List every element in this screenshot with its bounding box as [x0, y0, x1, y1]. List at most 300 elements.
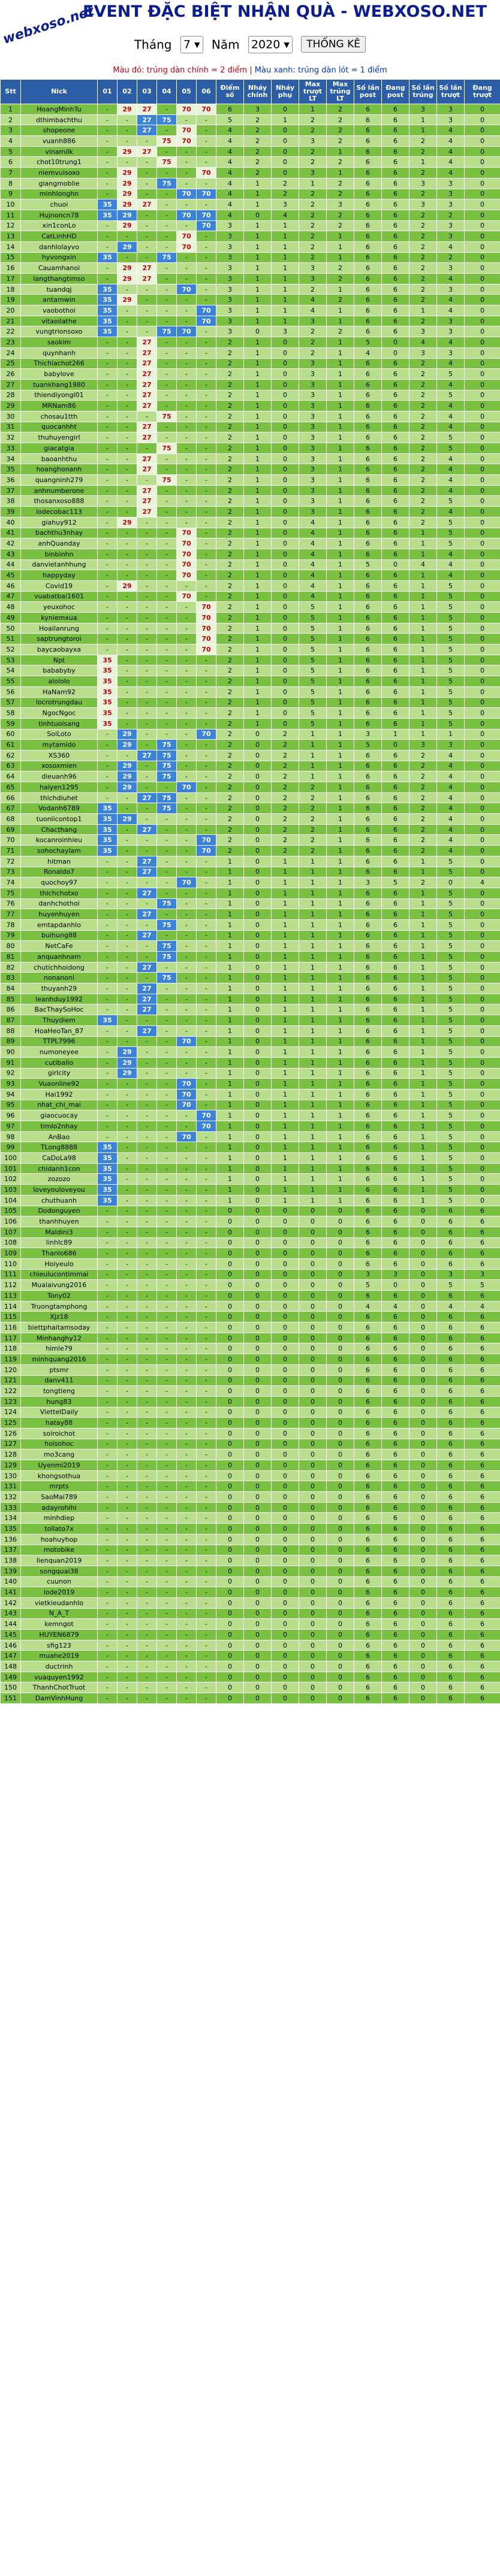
- stats-button[interactable]: THỐNG KÊ: [301, 36, 366, 53]
- stat-cell: 0: [244, 962, 272, 973]
- nick-cell[interactable]: minhlonghn: [21, 189, 98, 199]
- pick-cell: -: [177, 613, 197, 623]
- stat-cell: 2: [409, 485, 437, 496]
- nick-cell[interactable]: saokim: [21, 337, 98, 348]
- stat-cell: 3: [409, 104, 437, 115]
- nick-cell[interactable]: kemngot: [21, 1619, 98, 1630]
- nick-cell[interactable]: HaNam92: [21, 686, 98, 697]
- stat-cell: 6: [465, 1651, 500, 1661]
- stat-cell: 4: [216, 157, 244, 168]
- nick-cell[interactable]: ductrinh: [21, 1661, 98, 1672]
- nick-cell[interactable]: kyniemxua: [21, 613, 98, 623]
- table-row: [1, 305, 500, 316]
- stat-cell: 3: [437, 1269, 465, 1280]
- nick-cell[interactable]: lode2019: [21, 1587, 98, 1598]
- stat-cell: 93: [1, 1079, 21, 1089]
- stat-cell: 5: [1, 146, 21, 157]
- nick-cell[interactable]: antamwin: [21, 295, 98, 305]
- nick-cell[interactable]: yeuxohoc: [21, 602, 98, 613]
- nick-cell[interactable]: mrpts: [21, 1481, 98, 1492]
- stat-cell: 0: [465, 602, 500, 613]
- stat-cell: 2: [409, 761, 437, 771]
- stat-cell: 0: [409, 1492, 437, 1503]
- nick-cell[interactable]: huyenhuyen: [21, 909, 98, 920]
- nick-cell[interactable]: anhnumberone: [21, 485, 98, 496]
- stat-cell: 6: [382, 1597, 409, 1608]
- nick-cell[interactable]: alololo: [21, 676, 98, 687]
- nick-cell[interactable]: linhlc89: [21, 1237, 98, 1248]
- stat-cell: 0: [272, 1269, 299, 1280]
- nick-cell[interactable]: sohochaylam: [21, 846, 98, 856]
- nick-cell[interactable]: hitman: [21, 856, 98, 867]
- stat-cell: 6: [382, 475, 409, 486]
- nick-cell[interactable]: tongtieng: [21, 1386, 98, 1397]
- pick-cell: -: [197, 856, 216, 867]
- nick-cell[interactable]: minhdiep: [21, 1513, 98, 1524]
- nick-cell[interactable]: Dodonguyen: [21, 1206, 98, 1216]
- stat-cell: 6: [382, 1248, 409, 1259]
- stat-cell: 0: [272, 708, 299, 719]
- stat-cell: 0: [327, 1364, 354, 1375]
- nick-cell[interactable]: danv411: [21, 1375, 98, 1386]
- stat-cell: 0: [327, 1449, 354, 1460]
- stat-cell: 0: [244, 867, 272, 877]
- stat-cell: 0: [216, 1216, 244, 1227]
- nick-cell[interactable]: Covid19: [21, 580, 98, 591]
- nick-cell[interactable]: BacThaySoHoc: [21, 1004, 98, 1015]
- nick-cell[interactable]: vinamilk: [21, 146, 98, 157]
- nick-cell[interactable]: baoanhthu: [21, 453, 98, 464]
- stat-cell: 2: [327, 136, 354, 147]
- nick-cell[interactable]: hung83: [21, 1396, 98, 1407]
- nick-cell[interactable]: vungtrionsoxo: [21, 326, 98, 337]
- stat-cell: 113: [1, 1291, 21, 1301]
- nick-cell[interactable]: Minhanghy12: [21, 1333, 98, 1343]
- nick-cell[interactable]: tollato7x: [21, 1524, 98, 1534]
- pick-cell: 35: [98, 305, 118, 316]
- nick-cell[interactable]: thichchotxo: [21, 888, 98, 898]
- stat-cell: 1: [409, 952, 437, 962]
- pick-cell: -: [137, 1110, 157, 1121]
- nick-cell[interactable]: hatay88: [21, 1418, 98, 1428]
- pick-cell: -: [98, 1449, 118, 1460]
- stat-cell: 0: [465, 1079, 500, 1089]
- nick-cell[interactable]: dieuanh96: [21, 771, 98, 782]
- pick-cell: -: [98, 443, 118, 454]
- stat-cell: 0: [465, 729, 500, 740]
- nick-cell[interactable]: girlcity: [21, 1068, 98, 1079]
- nick-cell[interactable]: HoangMinhTu: [21, 104, 98, 115]
- pick-cell: -: [157, 1651, 177, 1661]
- nick-cell[interactable]: zozozo: [21, 1174, 98, 1185]
- nick-cell[interactable]: Thanlo686: [21, 1248, 98, 1259]
- stat-cell: 0: [465, 962, 500, 973]
- nick-cell[interactable]: Xjz18: [21, 1312, 98, 1322]
- stat-cell: 2: [299, 210, 327, 220]
- nick-cell[interactable]: vietkieudanhlo: [21, 1597, 98, 1608]
- stat-cell: 0: [465, 347, 500, 358]
- stat-cell: 145: [1, 1630, 21, 1640]
- table-row: [1, 1470, 500, 1481]
- nick-cell[interactable]: biettphaitamsoday: [21, 1322, 98, 1333]
- nick-cell[interactable]: giangmoblie: [21, 178, 98, 189]
- nick-cell[interactable]: happyday: [21, 570, 98, 581]
- nick-cell[interactable]: HoaHeoTan_87: [21, 1025, 98, 1036]
- table-row: [1, 1153, 500, 1164]
- stat-cell: 102: [1, 1174, 21, 1185]
- stat-cell: 0: [244, 973, 272, 983]
- stat-cell: 2: [299, 252, 327, 263]
- nick-cell[interactable]: mo3cang: [21, 1449, 98, 1460]
- nick-cell[interactable]: XS360: [21, 750, 98, 761]
- stat-cell: 0: [272, 369, 299, 380]
- stat-cell: 0: [299, 1258, 327, 1269]
- stat-cell: 0: [465, 824, 500, 835]
- nick-cell[interactable]: tuandqj: [21, 284, 98, 295]
- stat-cell: 0: [327, 1555, 354, 1566]
- stat-cell: 1: [409, 909, 437, 920]
- nick-cell[interactable]: hyvongxin: [21, 252, 98, 263]
- stat-cell: 6: [354, 1640, 382, 1651]
- stat-cell: 43: [1, 549, 21, 559]
- table-row: [1, 718, 500, 729]
- nick-cell[interactable]: HUYEN6879: [21, 1630, 98, 1640]
- table-row: [1, 475, 500, 486]
- pick-cell: 35: [98, 824, 118, 835]
- nick-cell[interactable]: mytamido: [21, 740, 98, 750]
- nick-cell[interactable]: timlo2nhay: [21, 1121, 98, 1132]
- stat-cell: 131: [1, 1481, 21, 1492]
- stat-cell: 2: [216, 803, 244, 814]
- nick-cell[interactable]: Truongtamphong: [21, 1301, 98, 1312]
- nick-cell[interactable]: chosau1tth: [21, 411, 98, 422]
- nick-cell[interactable]: tuankhang1980: [21, 379, 98, 390]
- nick-cell[interactable]: Tony02: [21, 1291, 98, 1301]
- nick-cell[interactable]: Thuydiem: [21, 1015, 98, 1026]
- table-row: [1, 1036, 500, 1047]
- nick-cell[interactable]: quangninh279: [21, 475, 98, 486]
- pick-cell: -: [118, 401, 137, 411]
- stat-cell: 5: [437, 697, 465, 708]
- stat-cell: 0: [465, 464, 500, 475]
- nick-cell[interactable]: thuhuyengirl: [21, 432, 98, 443]
- pick-cell: -: [177, 750, 197, 761]
- stat-cell: 1: [272, 856, 299, 867]
- stat-cell: 2: [299, 782, 327, 793]
- nick-cell[interactable]: minhquang2016: [21, 1354, 98, 1365]
- nick-cell[interactable]: thosanxoso888: [21, 496, 98, 507]
- pick-cell: -: [197, 1333, 216, 1343]
- nick-cell[interactable]: quocanhht: [21, 422, 98, 432]
- table-row: [1, 1386, 500, 1397]
- nick-cell[interactable]: vuaquyen1992: [21, 1672, 98, 1682]
- stat-cell: 6: [354, 856, 382, 867]
- nick-cell[interactable]: ViettelDaily: [21, 1407, 98, 1418]
- pick-cell: -: [197, 1566, 216, 1576]
- nick-cell[interactable]: thuyanh29: [21, 983, 98, 994]
- nick-cell[interactable]: babylove: [21, 369, 98, 380]
- stat-cell: 1: [327, 411, 354, 422]
- stat-cell: 6: [382, 284, 409, 295]
- nick-cell[interactable]: ptsmr: [21, 1364, 98, 1375]
- nick-cell[interactable]: Mualaivung2016: [21, 1280, 98, 1291]
- nick-cell[interactable]: binbinhn: [21, 549, 98, 559]
- nick-cell[interactable]: locrotrungdau: [21, 697, 98, 708]
- table-row: [1, 1460, 500, 1471]
- nick-cell[interactable]: hoisohoc: [21, 1439, 98, 1449]
- nick-cell[interactable]: niemvuisoxo: [21, 168, 98, 178]
- nick-cell[interactable]: leanhduy1992: [21, 994, 98, 1004]
- stat-cell: 0: [327, 1280, 354, 1291]
- nick-cell[interactable]: danhchothoi: [21, 898, 98, 909]
- stat-cell: 6: [465, 1597, 500, 1608]
- nick-cell[interactable]: sfig123: [21, 1640, 98, 1651]
- stat-cell: 0: [244, 1608, 272, 1619]
- pick-cell: -: [118, 877, 137, 888]
- nick-cell[interactable]: Hujnoncn78: [21, 210, 98, 220]
- nick-cell[interactable]: Vodanh6789: [21, 803, 98, 814]
- nick-cell[interactable]: chot10trung1: [21, 157, 98, 168]
- stat-cell: 2: [272, 846, 299, 856]
- nick-cell[interactable]: himle79: [21, 1343, 98, 1354]
- stat-cell: 6: [382, 104, 409, 115]
- stat-cell: 141: [1, 1587, 21, 1598]
- nick-cell[interactable]: kocanroinhieu: [21, 835, 98, 846]
- stat-cell: 6: [354, 750, 382, 761]
- pick-cell: -: [137, 316, 157, 326]
- stat-cell: 6: [382, 1004, 409, 1015]
- stat-cell: 0: [465, 125, 500, 136]
- stat-cell: 1: [272, 941, 299, 952]
- nick-cell[interactable]: Vuaonline92: [21, 1079, 98, 1089]
- nick-cell[interactable]: vuanh886: [21, 136, 98, 147]
- stat-cell: 6: [382, 1025, 409, 1036]
- year-select[interactable]: 2020 ▾: [248, 36, 293, 53]
- nick-cell[interactable]: saptrungtoroi: [21, 634, 98, 644]
- nick-cell[interactable]: lienquan2019: [21, 1555, 98, 1566]
- nick-cell[interactable]: nonanoni: [21, 973, 98, 983]
- stat-cell: 35: [1, 464, 21, 475]
- nick-cell[interactable]: Hoailanrung: [21, 623, 98, 634]
- nick-cell[interactable]: quynhanh: [21, 347, 98, 358]
- table-row: [1, 1492, 500, 1503]
- nick-cell[interactable]: chieulucontimmai: [21, 1269, 98, 1280]
- nick-cell[interactable]: DamVinhHung: [21, 1693, 98, 1704]
- pick-cell: -: [177, 1291, 197, 1301]
- nick-cell[interactable]: vaobothoi: [21, 305, 98, 316]
- stat-cell: 0: [244, 750, 272, 761]
- nick-cell[interactable]: haiyen1295: [21, 782, 98, 793]
- nick-cell[interactable]: CatLinhHD: [21, 231, 98, 242]
- pick-cell: -: [98, 517, 118, 528]
- stat-cell: 5: [437, 973, 465, 983]
- nick-cell[interactable]: Chacthang: [21, 824, 98, 835]
- nick-cell[interactable]: chuoi: [21, 199, 98, 210]
- nick-cell[interactable]: danhlolayvo: [21, 241, 98, 252]
- pick-cell: -: [157, 1015, 177, 1026]
- pick-cell: -: [157, 453, 177, 464]
- pick-cell: -: [137, 1460, 157, 1471]
- stat-cell: 5: [437, 432, 465, 443]
- stat-cell: 0: [299, 1428, 327, 1439]
- nick-cell[interactable]: Hoiyeulo: [21, 1258, 98, 1269]
- nick-cell[interactable]: ThanhChotTruot: [21, 1682, 98, 1693]
- stat-cell: 0: [244, 1693, 272, 1704]
- table-row: [1, 517, 500, 528]
- nick-cell[interactable]: adayrohihi: [21, 1502, 98, 1513]
- nick-cell[interactable]: thanhhuyen: [21, 1216, 98, 1227]
- pick-cell: -: [118, 231, 137, 242]
- stat-cell: 1: [327, 846, 354, 856]
- stat-cell: 0: [244, 1396, 272, 1407]
- nick-cell[interactable]: MRNam86: [21, 401, 98, 411]
- nick-cell[interactable]: chutichhoidong: [21, 962, 98, 973]
- stat-cell: 6: [354, 464, 382, 475]
- nick-cell[interactable]: anhQuanday: [21, 538, 98, 549]
- nick-cell[interactable]: xosoxmien: [21, 761, 98, 771]
- stat-cell: 1: [216, 888, 244, 898]
- nick-cell[interactable]: khongsothua: [21, 1470, 98, 1481]
- nick-cell[interactable]: langthangtimso: [21, 274, 98, 284]
- pick-cell: -: [98, 867, 118, 877]
- nick-cell[interactable]: giaocuocay: [21, 1110, 98, 1121]
- nick-cell[interactable]: Maldini3: [21, 1227, 98, 1237]
- month-select[interactable]: 7 ▾: [180, 36, 203, 53]
- nick-cell[interactable]: emtapdanhlo: [21, 919, 98, 930]
- nick-cell[interactable]: cutiballo: [21, 1057, 98, 1068]
- nick-cell[interactable]: motobike: [21, 1545, 98, 1555]
- nick-cell[interactable]: vitaoilathe: [21, 316, 98, 326]
- nick-cell[interactable]: Npt: [21, 655, 98, 665]
- stat-cell: 0: [244, 1576, 272, 1587]
- stat-cell: 6: [354, 1576, 382, 1587]
- nick-cell[interactable]: giahuy912: [21, 517, 98, 528]
- stat-cell: 1: [327, 1057, 354, 1068]
- nick-cell[interactable]: numoneyee: [21, 1047, 98, 1058]
- stat-cell: 2: [244, 125, 272, 136]
- nick-cell[interactable]: quochoy97: [21, 877, 98, 888]
- table-row: [1, 655, 500, 665]
- stat-cell: 5: [437, 1047, 465, 1058]
- nick-cell[interactable]: Cauamhanoi: [21, 263, 98, 274]
- stat-cell: 1: [299, 1142, 327, 1153]
- nick-cell[interactable]: tuonlicontop1: [21, 814, 98, 825]
- nick-cell[interactable]: soiroichot: [21, 1428, 98, 1439]
- nick-cell[interactable]: anquanhnam: [21, 952, 98, 962]
- nick-cell[interactable]: loveyouloveyou: [21, 1185, 98, 1195]
- pick-cell: -: [197, 517, 216, 528]
- stat-cell: 6: [354, 316, 382, 326]
- nick-cell[interactable]: CaDoLa98: [21, 1153, 98, 1164]
- pick-cell: -: [177, 220, 197, 231]
- nick-cell[interactable]: Hai1992: [21, 1089, 98, 1100]
- stat-cell: 1: [299, 1015, 327, 1026]
- nick-cell[interactable]: muahe2019: [21, 1651, 98, 1661]
- nick-cell[interactable]: Ronaldo7: [21, 867, 98, 877]
- stat-cell: 6: [382, 1386, 409, 1397]
- nick-cell[interactable]: danvietanhhung: [21, 559, 98, 570]
- nick-cell[interactable]: SaoMai789: [21, 1492, 98, 1503]
- pick-cell: -: [118, 538, 137, 549]
- pick-cell: -: [177, 379, 197, 390]
- nick-cell[interactable]: nhat_chi_mai: [21, 1100, 98, 1110]
- table-header-row: [1, 80, 500, 104]
- pick-cell: -: [137, 1280, 157, 1291]
- pick-cell: -: [177, 1057, 197, 1068]
- pick-cell: -: [197, 1418, 216, 1428]
- stat-cell: 2: [299, 846, 327, 856]
- pick-cell: 70: [177, 136, 197, 147]
- table-row: [1, 104, 500, 115]
- nick-cell[interactable]: songquai38: [21, 1566, 98, 1576]
- pick-cell: -: [157, 1025, 177, 1036]
- nick-cell[interactable]: TLong8888: [21, 1142, 98, 1153]
- nick-cell[interactable]: TTPL7996: [21, 1036, 98, 1047]
- stat-cell: 2: [272, 761, 299, 771]
- nick-cell[interactable]: giacatgia: [21, 443, 98, 454]
- nick-cell[interactable]: cuunon: [21, 1576, 98, 1587]
- stat-cell: 2: [216, 718, 244, 729]
- nick-cell[interactable]: xin1conLo: [21, 220, 98, 231]
- nick-cell[interactable]: buihung88: [21, 930, 98, 941]
- nick-cell[interactable]: tinhtuoisang: [21, 718, 98, 729]
- nick-cell[interactable]: SoiLoto: [21, 729, 98, 740]
- stat-cell: 1: [409, 665, 437, 676]
- stat-cell: 0: [272, 125, 299, 136]
- site-logo[interactable]: webxoso.net: [1, 4, 96, 47]
- nick-cell[interactable]: Uyenmi2019: [21, 1460, 98, 1471]
- stat-cell: 0: [465, 718, 500, 729]
- stat-cell: 1: [327, 771, 354, 782]
- nick-cell[interactable]: shopeone: [21, 125, 98, 136]
- nick-cell[interactable]: hoanghonanh: [21, 464, 98, 475]
- nick-cell[interactable]: thiendiyongl01: [21, 390, 98, 401]
- stat-cell: 2: [272, 729, 299, 740]
- stat-cell: 0: [244, 1185, 272, 1195]
- nick-cell[interactable]: vuabatbai1601: [21, 591, 98, 602]
- nick-cell[interactable]: baycaobayxa: [21, 644, 98, 655]
- nick-cell[interactable]: chuthuanh: [21, 1195, 98, 1206]
- nick-cell[interactable]: NgocNgoc: [21, 708, 98, 719]
- nick-cell[interactable]: lodecobac113: [21, 507, 98, 517]
- stat-cell: 1: [244, 464, 272, 475]
- nick-cell[interactable]: N_A_T: [21, 1608, 98, 1619]
- nick-cell[interactable]: chidanh1con: [21, 1163, 98, 1174]
- stat-cell: 2: [409, 877, 437, 888]
- table-row: [1, 665, 500, 676]
- nick-cell[interactable]: thichdiuhet: [21, 792, 98, 803]
- stat-cell: 0: [382, 347, 409, 358]
- stat-cell: 1: [409, 1185, 437, 1195]
- nick-cell[interactable]: NetCaFe: [21, 941, 98, 952]
- nick-cell[interactable]: Thichlachot266: [21, 358, 98, 369]
- nick-cell[interactable]: hoahuyhop: [21, 1534, 98, 1545]
- pick-cell: -: [177, 168, 197, 178]
- stat-cell: 1: [272, 220, 299, 231]
- stat-cell: 2: [299, 824, 327, 835]
- pick-cell: -: [197, 888, 216, 898]
- pick-cell: -: [157, 1364, 177, 1375]
- pick-cell: -: [177, 432, 197, 443]
- nick-cell[interactable]: dthimbachthu: [21, 114, 98, 125]
- pick-cell: -: [137, 305, 157, 316]
- nick-cell[interactable]: bababyby: [21, 665, 98, 676]
- nick-cell[interactable]: AnBao: [21, 1131, 98, 1142]
- table-row: [1, 559, 500, 570]
- table-row: [1, 295, 500, 305]
- stat-cell: 0: [409, 1418, 437, 1428]
- nick-cell[interactable]: bachthu3nhay: [21, 528, 98, 538]
